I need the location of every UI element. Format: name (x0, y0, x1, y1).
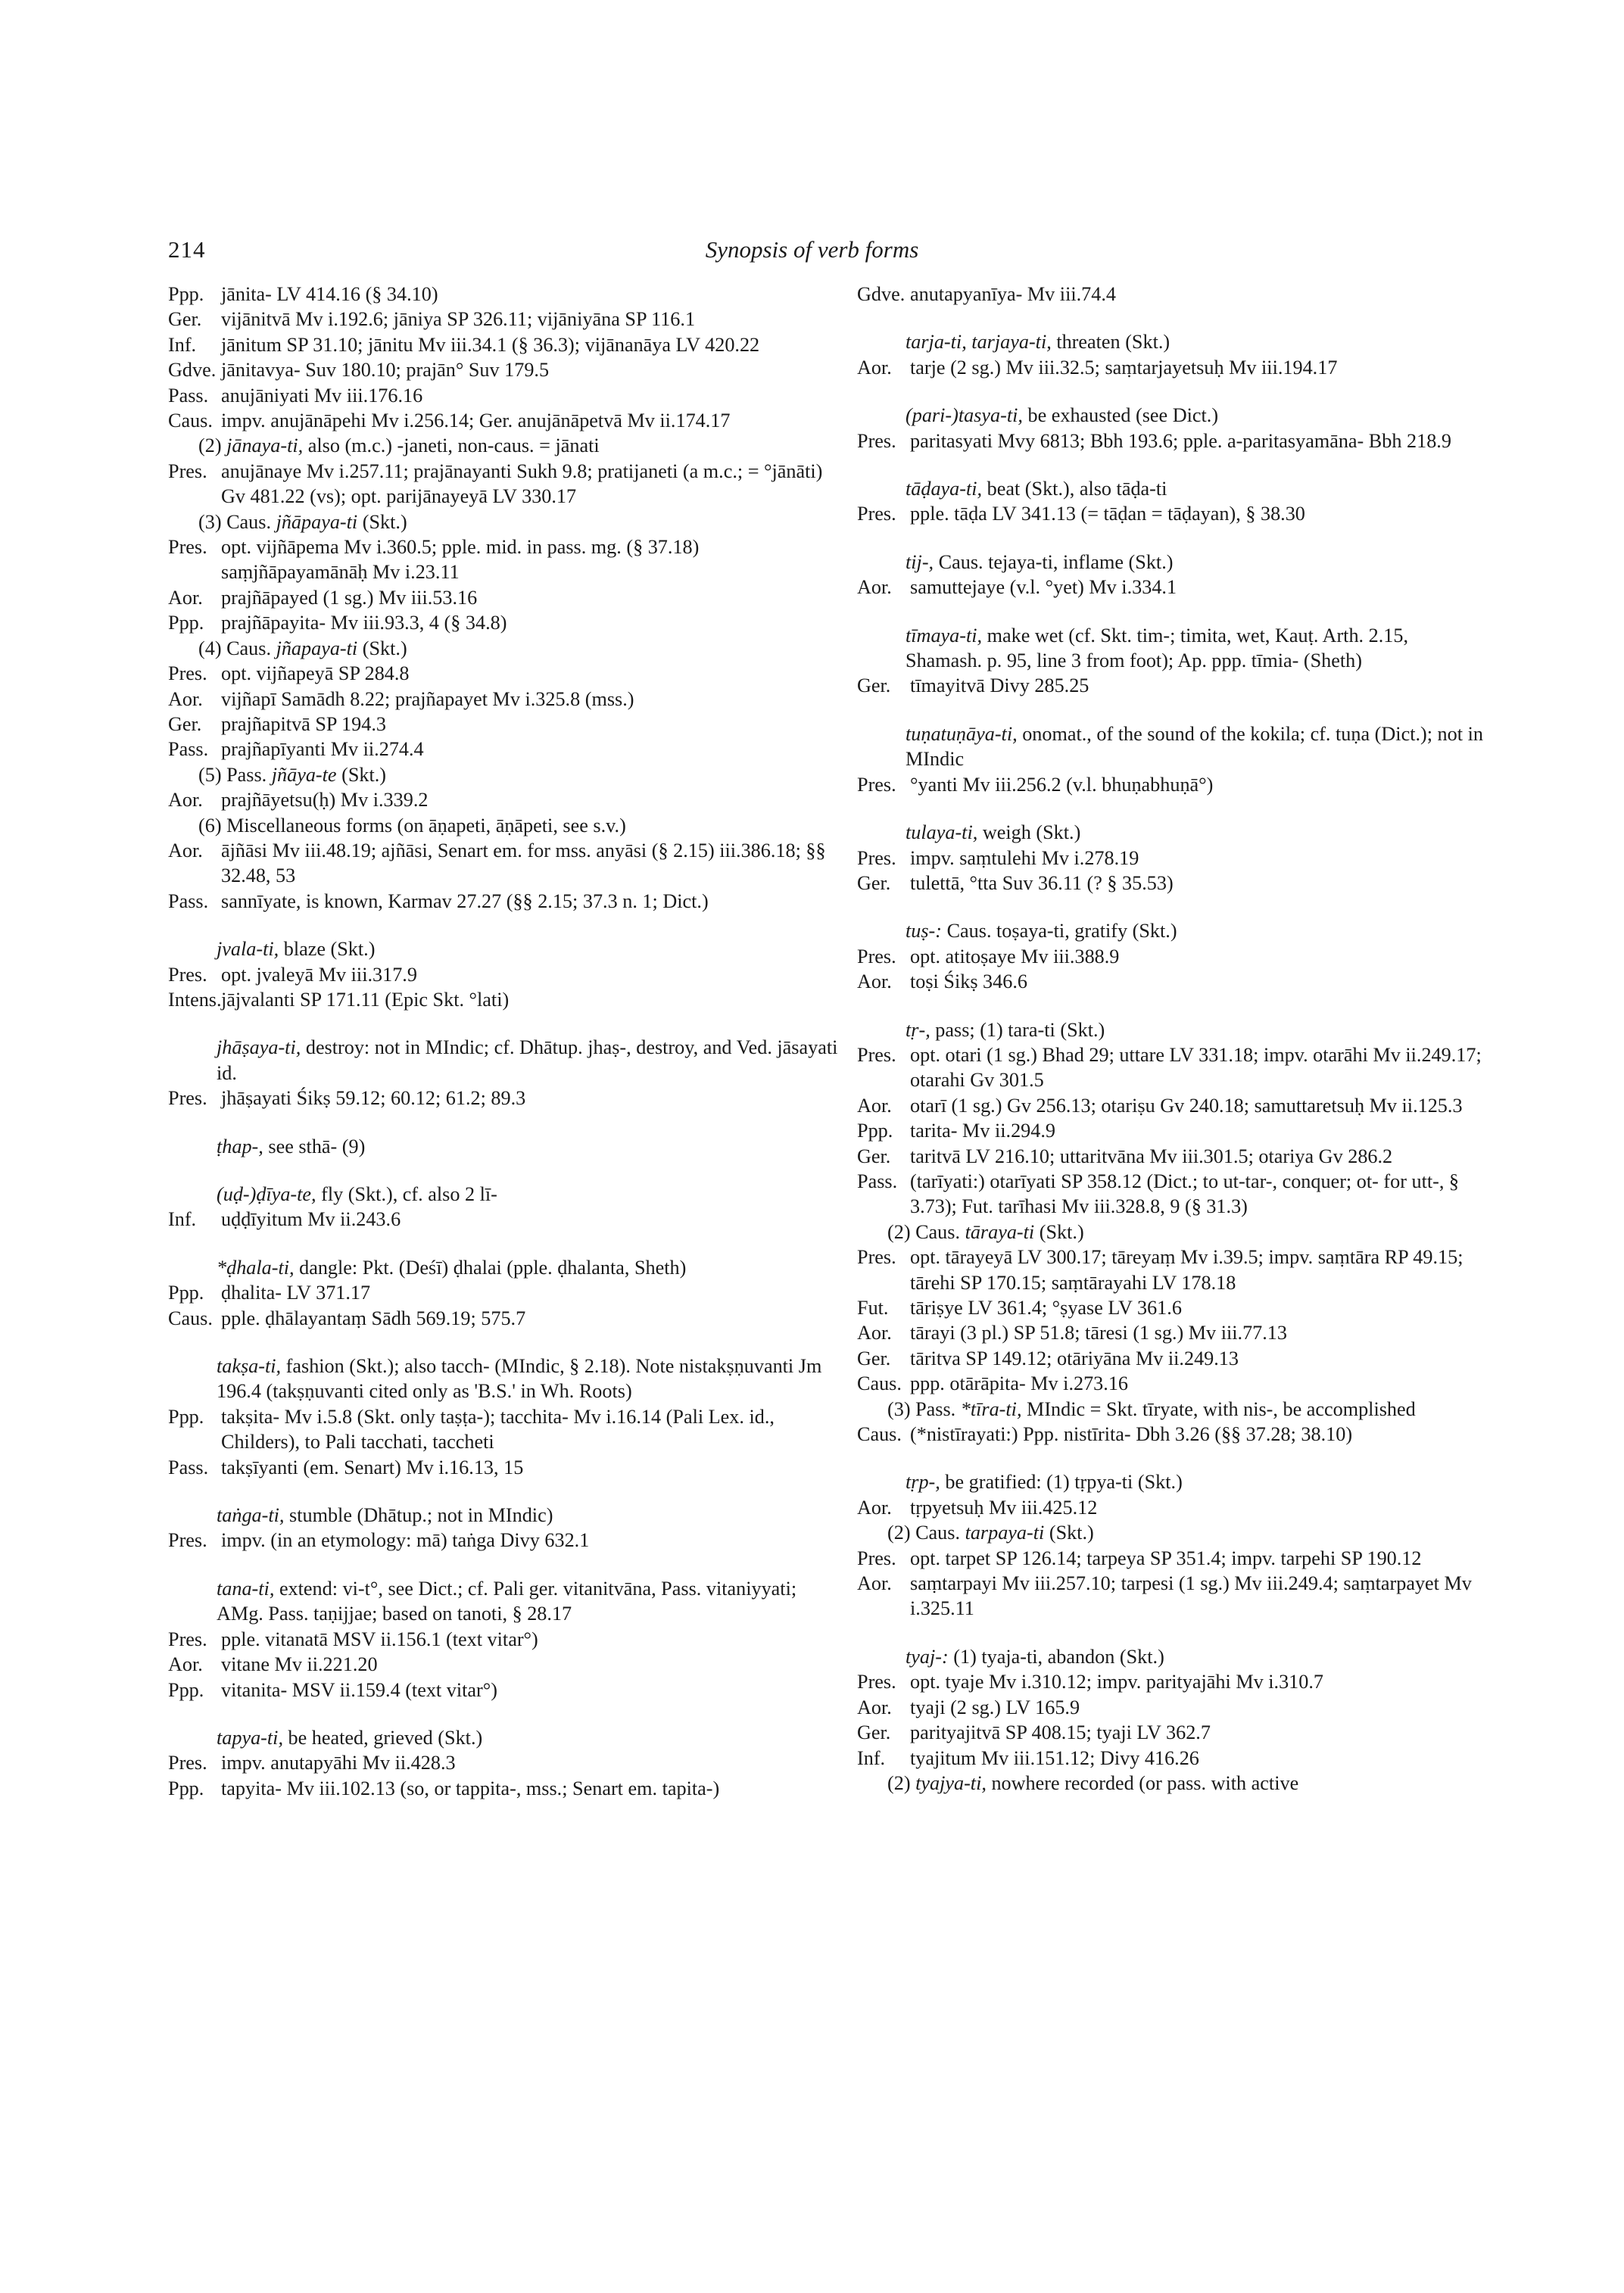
headword-entry (168, 1182, 842, 1207)
headword: tṛ-, (906, 1018, 930, 1041)
form-text: takṣīyanti (em. Senart) Mv i.16.13, 15 (221, 1456, 524, 1478)
form-text: (tarīyati:) otarīyati SP 358.12 (Dict.; to ut-tar-, conquer; ot- for utt-, § 3.73); Fut. tarīhasi Mv iii.328.8, 9 (§ 31.3) (910, 1170, 1460, 1218)
headword-entry (168, 1255, 842, 1280)
sub-number: (2) (887, 1771, 911, 1794)
form-line (168, 1404, 842, 1455)
form-label: Ppp. (168, 1678, 204, 1701)
form-line (857, 1042, 1489, 1093)
form-label: Inf. (168, 333, 197, 356)
headword-entry (168, 1035, 842, 1086)
form-line (168, 610, 842, 635)
form-line (168, 661, 842, 686)
form-label: Ger. (857, 871, 891, 894)
form-text: tapyita- Mv iii.102.13 (so, or tappita-, mss.; Senart em. tapita-) (221, 1777, 720, 1799)
form-line (168, 1528, 842, 1553)
form-line (857, 871, 1489, 896)
form-label: Ger. (857, 1347, 891, 1369)
headword-gloss: fashion (Skt.); also tacch- (MIndic, § 2.18). Note nistakṣṇuvanti Jm 196.4 (takṣṇuvanti cited only as 'B.S.' in Wh. Roots) (217, 1355, 822, 1403)
form-line (168, 889, 842, 914)
form-text: jānitum SP 31.10; jānitu Mv iii.34.1 (§ 36.3); vijānanāya LV 420.22 (221, 333, 760, 356)
headword-gloss: dangle: Pkt. (Deśī) ḍhalai (pple. ḍhalanta, Sheth) (299, 1256, 687, 1279)
headword-entry (857, 918, 1489, 943)
form-line (857, 1295, 1489, 1320)
form-text: prajñāpayita- Mv iii.93.3, 4 (§ 34.8) (221, 612, 507, 634)
headword: ṭhap-, (217, 1135, 263, 1157)
form-label: Pass. (168, 889, 209, 912)
form-text: opt. otari (1 sg.) Bhad 29; uttare LV 331.18; impv. otarāhi Mv ii.249.17; otarahi Gv 301.5 (910, 1043, 1482, 1092)
headword-entry (168, 1134, 842, 1159)
headword-gloss: be heated, grieved (Skt.) (288, 1726, 483, 1749)
sub-text: (Skt.) (1039, 1220, 1084, 1243)
form-line (168, 987, 842, 1012)
sub-text: Miscellaneous forms (on āṇapeti, āṇāpeti, see s.v.) (226, 814, 626, 837)
headword-entry (168, 1576, 842, 1627)
form-text: prajñāpayed (1 sg.) Mv iii.53.16 (221, 586, 478, 609)
form-text: opt. tārayeyā LV 300.17; tāreyaṃ Mv i.39.5; impv. saṃtāra RP 49.15; tārehi SP 170.15; saṃtārayahi LV 178.18 (910, 1246, 1463, 1294)
form-text: ḍhalita- LV 371.17 (221, 1282, 371, 1304)
headword-gloss: be exhausted (see Dict.) (1027, 404, 1219, 427)
form-label: Pres. (857, 1043, 896, 1066)
form-text: jājvalanti SP 171.11 (Epic Skt. °lati) (221, 988, 510, 1011)
right-column (857, 282, 1489, 1796)
form-line (857, 1320, 1489, 1345)
form-label: Pres. (168, 1628, 207, 1650)
page-number: 214 (168, 236, 206, 263)
form-label: Aor. (168, 1653, 203, 1676)
form-label: Inf. (168, 1208, 197, 1231)
headword: (uḍ-)ḍīya-te, (217, 1183, 316, 1205)
form-label: Gdve. (168, 359, 217, 382)
form-line (168, 1306, 842, 1331)
form-line (168, 712, 842, 737)
form-line (168, 1280, 842, 1305)
headword-entry (857, 623, 1489, 674)
form-label: Gdve. (857, 283, 906, 305)
form-line (857, 1571, 1489, 1622)
form-line (857, 1144, 1489, 1169)
form-label: Ppp. (168, 283, 204, 305)
form-text: pple. ḍhālayantaṃ Sādh 569.19; 575.7 (221, 1307, 526, 1329)
form-text: opt. tyaje Mv i.310.12; impv. parityajāhi Mv i.310.7 (910, 1671, 1323, 1693)
form-label: Pres. (168, 1752, 207, 1774)
form-label: Ppp. (857, 1120, 893, 1142)
form-label: Aor. (168, 839, 203, 861)
form-label: Pres. (168, 1529, 207, 1552)
form-label: Pres. (857, 429, 896, 452)
form-label: Pres. (857, 945, 896, 967)
form-text: prajñapīyanti Mv ii.274.4 (221, 738, 424, 761)
form-text: takṣita- Mv i.5.8 (Skt. only taṣṭa-); tacchita- Mv i.16.14 (Pali Lex. id., Childers), to Pali tacchati, taccheti (221, 1405, 775, 1453)
form-text: parityajitvā SP 408.15; tyaji LV 362.7 (910, 1721, 1211, 1744)
headword-gloss: fly (Skt.), cf. also 2 lī- (321, 1183, 497, 1205)
form-line (857, 1422, 1489, 1447)
form-text: anujāniyati Mv iii.176.16 (221, 384, 423, 407)
sub-number: (2) (198, 435, 222, 457)
form-line (168, 408, 842, 433)
sub-entry (168, 636, 842, 661)
sub-text: (Skt.) (362, 637, 407, 659)
form-text: impv. anutapyāhi Mv ii.428.3 (221, 1752, 456, 1774)
form-line (168, 1750, 842, 1775)
form-label: Pres. (168, 536, 207, 559)
form-label: Ppp. (168, 612, 204, 634)
headword-gloss: blaze (Skt.) (283, 938, 376, 961)
form-label: Aor. (857, 1696, 892, 1718)
form-label: Pres. (857, 846, 896, 869)
form-label: Pres. (857, 1246, 896, 1269)
form-line (857, 1695, 1489, 1720)
sub-number: (6) (198, 814, 222, 837)
headword: tuṣ-: (906, 920, 943, 942)
form-label: Ger. (168, 308, 202, 331)
form-text: uḍḍīyitum Mv ii.243.6 (221, 1208, 401, 1231)
headword-entry (857, 1469, 1489, 1494)
form-text: samuttejaye (v.l. °yet) Mv i.334.1 (910, 576, 1177, 599)
form-line (857, 428, 1489, 453)
form-line (857, 1495, 1489, 1520)
form-label: Pass. (168, 1456, 209, 1478)
form-label: Intens. (168, 988, 222, 1011)
sub-entry (168, 509, 842, 534)
headword-gloss: Caus. toṣaya-ti, gratify (Skt.) (946, 920, 1177, 942)
form-line (168, 1627, 842, 1652)
form-text: pple. vitanatā MSV ii.156.1 (text vitar°) (221, 1628, 538, 1650)
headword-gloss: Caus. tejaya-ti, inflame (Skt.) (938, 550, 1174, 573)
form-line (168, 534, 842, 585)
form-line (857, 1720, 1489, 1745)
form-label: Pres. (168, 963, 207, 986)
headword-entry (168, 1354, 842, 1404)
form-line (857, 969, 1489, 994)
form-line (857, 846, 1489, 871)
form-label: Aor. (857, 1572, 892, 1595)
form-line (168, 585, 842, 610)
form-line (857, 1546, 1489, 1571)
headword: *ḍhala-ti, (217, 1256, 295, 1279)
form-text: prajñapitvā SP 194.3 (221, 712, 386, 735)
headword: tuṇatuṇāya-ti, (906, 722, 1018, 745)
sub-lemma: jñāpaya-ti (276, 510, 358, 533)
sub-text: (Skt.) (341, 763, 387, 786)
headword-gloss: (1) tyaja-ti, abandon (Skt.) (953, 1645, 1164, 1668)
headword: jhāṣaya-ti, (217, 1036, 301, 1059)
form-text: taritvā LV 216.10; uttaritvāna Mv iii.301.5; otariya Gv 286.2 (910, 1145, 1393, 1167)
form-text: toṣi Śikṣ 346.6 (910, 970, 1027, 993)
headword: tṛp-, (906, 1471, 940, 1494)
form-label: Caus. (168, 410, 213, 432)
form-label: Ger. (857, 1721, 891, 1744)
form-text: opt. atitoṣaye Mv iii.388.9 (910, 945, 1120, 967)
form-text: prajñāyetsu(ḥ) Mv i.339.2 (221, 789, 429, 812)
sub-text: MIndic = Skt. tīryate, with nis-, be accomplished (1027, 1397, 1416, 1420)
form-label: Pres. (168, 460, 207, 482)
form-label: Pres. (857, 1671, 896, 1693)
form-label: Ger. (857, 1145, 891, 1167)
form-line (168, 282, 842, 307)
form-label: Ppp. (168, 1777, 204, 1799)
form-line (857, 1346, 1489, 1371)
form-label: Inf. (857, 1746, 886, 1769)
form-line (857, 1746, 1489, 1771)
form-line (168, 1678, 842, 1703)
sub-number: (2) Caus. (887, 1220, 961, 1243)
sub-number: (3) Pass. (887, 1397, 956, 1420)
form-line (168, 1652, 842, 1677)
form-line (857, 282, 1489, 307)
form-label: Aor. (857, 1094, 892, 1117)
headword: jvala-ti, (217, 938, 279, 961)
form-label: Aor. (857, 1322, 892, 1344)
sub-text: (Skt.) (1049, 1522, 1094, 1544)
form-line (857, 501, 1489, 526)
form-label: Ger. (857, 675, 891, 697)
sub-lemma: tāraya-ti (965, 1220, 1035, 1243)
form-line (857, 772, 1489, 797)
form-line (857, 1669, 1489, 1694)
headword-gloss: threaten (Skt.) (1056, 331, 1170, 354)
form-text: saṃtarpayi Mv iii.257.10; tarpesi (1 sg.) Mv iii.249.4; saṃtarpayet Mv i.325.11 (910, 1572, 1472, 1620)
sub-lemma: tarpaya-ti (965, 1522, 1045, 1544)
form-text: otarī (1 sg.) Gv 256.13; otariṣu Gv 240.18; samuttaretsuḥ Mv ii.125.3 (910, 1094, 1463, 1117)
form-text: anujānaye Mv i.257.11; prajānayanti Sukh 9.8; pratijaneti (a m.c.; = °jānāti) Gv 481.22 (vs); opt. parijānayeyā LV 330.17 (221, 460, 823, 508)
form-line (168, 687, 842, 712)
headword-gloss: pass; (1) tara-ti (Skt.) (935, 1018, 1105, 1041)
form-line (168, 737, 842, 762)
headword-gloss: beat (Skt.), also tāḍa-ti (987, 478, 1167, 500)
form-text: opt. vijñāpema Mv i.360.5; pple. mid. in pass. mg. (§ 37.18) saṃjñāpayamānāḥ Mv i.23.11 (221, 536, 700, 584)
form-text: tarita- Mv ii.294.9 (910, 1120, 1056, 1142)
sub-entry (168, 762, 842, 787)
form-line (857, 1093, 1489, 1118)
form-text: opt. tarpet SP 126.14; tarpeya SP 351.4; impv. tarpehi SP 190.12 (910, 1547, 1422, 1569)
form-text: tāritva SP 149.12; otāriyāna Mv ii.249.13 (910, 1347, 1239, 1369)
headword-gloss: destroy: not in MIndic; cf. Dhātup. jhaṣ-, destroy, and Ved. jāsayati id. (217, 1036, 838, 1084)
form-text: vijñapī Samādh 8.22; prajñapayet Mv i.325.8 (mss.) (221, 687, 634, 710)
form-label: Ppp. (168, 1405, 204, 1428)
headword-entry (168, 1725, 842, 1750)
form-label: Aor. (857, 576, 892, 599)
headword: (pari-)tasya-ti, (906, 404, 1023, 427)
headword-entry (168, 1503, 842, 1528)
headword-entry (857, 1017, 1489, 1042)
sub-number: (3) Caus. (198, 510, 272, 533)
form-text: paritasyati Mvy 6813; Bbh 193.6; pple. a-paritasyamāna- Bbh 218.9 (910, 429, 1451, 452)
sub-lemma: *tīra-ti, (960, 1397, 1022, 1420)
form-label: Pres. (857, 1547, 896, 1569)
headword-gloss: extend: vi-t°, see Dict.; cf. Pali ger. vitanitvāna, Pass. vitaniyyati; AMg. Pass. taṇijjae; based on tanoti, § 28.17 (217, 1577, 797, 1625)
headword: tāḍaya-ti, (906, 478, 983, 500)
headword: tyaj-: (906, 1645, 949, 1668)
headword-gloss: onomat., of the sound of the kokila; cf. tuṇa (Dict.); not in MIndic (906, 722, 1483, 771)
headword-entry (857, 820, 1489, 845)
form-text: tulettā, °tta Suv 36.11 (? § 35.53) (910, 871, 1174, 894)
form-text: tāriṣye LV 361.4; °ṣyase LV 361.6 (910, 1297, 1182, 1319)
form-label: Caus. (857, 1423, 902, 1446)
headword: tij-, (906, 550, 934, 573)
sub-lemma: jñapaya-ti (276, 637, 358, 659)
sub-entry (857, 1771, 1489, 1796)
headword: takṣa-ti, (217, 1355, 282, 1378)
form-text: vitanita- MSV ii.159.4 (text vitar°) (221, 1678, 497, 1701)
sub-number: (2) Caus. (887, 1522, 961, 1544)
form-text: tṛpyetsuḥ Mv iii.425.12 (910, 1496, 1098, 1519)
form-line (168, 787, 842, 812)
form-text: ppp. otārāpita- Mv i.273.16 (910, 1372, 1129, 1395)
form-label: Fut. (857, 1297, 889, 1319)
form-text: tārayi (3 pl.) SP 51.8; tāresi (1 sg.) Mv iii.77.13 (910, 1322, 1287, 1344)
headword: taṅga-ti, (217, 1504, 285, 1527)
form-label: Pass. (168, 384, 209, 407)
headword: tarja-ti, tarjaya-ti, (906, 331, 1052, 354)
form-label: Pass. (168, 738, 209, 761)
form-text: pple. tāḍa LV 341.13 (= tāḍan = tāḍayan), § 38.30 (910, 503, 1305, 525)
headword: tulaya-ti, (906, 821, 978, 844)
form-text: anutapyanīya- Mv iii.74.4 (910, 283, 1117, 305)
form-label: Ppp. (168, 1282, 204, 1304)
headword-entry (857, 721, 1489, 772)
form-line (857, 1371, 1489, 1396)
sub-entry (857, 1520, 1489, 1545)
headword-gloss: be gratified: (1) tṛpya-ti (Skt.) (945, 1471, 1183, 1494)
headword-entry (168, 936, 842, 961)
form-text: vijānitvā Mv i.192.6; jāniya SP 326.11; vijāniyāna SP 116.1 (221, 308, 696, 331)
form-label: Aor. (857, 1496, 892, 1519)
headword-entry (857, 550, 1489, 575)
form-text: tyaji (2 sg.) LV 165.9 (910, 1696, 1080, 1718)
sub-text: nowhere recorded (or pass. with active (991, 1771, 1299, 1794)
form-text: vitane Mv ii.221.20 (221, 1653, 378, 1676)
form-line (168, 1455, 842, 1480)
headword: tana-ti, (217, 1577, 275, 1600)
form-text: tīmayitvā Divy 285.25 (910, 675, 1089, 697)
sub-lemma: jñāya-te (271, 763, 337, 786)
form-line (857, 1118, 1489, 1143)
sub-lemma: jānaya-ti, (226, 435, 304, 457)
headword-gloss: stumble (Dhātup.; not in MIndic) (289, 1504, 553, 1527)
running-head: Synopsis of verb forms (705, 236, 919, 263)
form-line (857, 1169, 1489, 1220)
form-label: Ger. (168, 712, 202, 735)
form-label: Aor. (857, 970, 892, 993)
form-text: opt. jvaleyā Mv iii.317.9 (221, 963, 417, 986)
form-line (857, 673, 1489, 698)
form-text: tarje (2 sg.) Mv iii.32.5; saṃtarjayetsuḥ Mv iii.194.17 (910, 356, 1338, 379)
sub-text: (Skt.) (362, 510, 407, 533)
form-label: Pres. (168, 662, 207, 685)
form-text: (*nistīrayati:) Ppp. nistīrita- Dbh 3.26 (§§ 37.28; 38.10) (910, 1423, 1353, 1446)
form-label: Aor. (857, 356, 892, 379)
form-line (168, 962, 842, 987)
sub-text: also (m.c.) -janeti, non-caus. = jānati (307, 435, 600, 457)
form-line (168, 1207, 842, 1232)
headword-gloss: weigh (Skt.) (982, 821, 1081, 844)
form-line (168, 459, 842, 509)
left-column (168, 282, 842, 1801)
form-text: impv. saṃtulehi Mv i.278.19 (910, 846, 1139, 869)
headword: tapya-ti, (217, 1726, 283, 1749)
sub-number: (5) Pass. (198, 763, 267, 786)
form-line (168, 383, 842, 408)
form-label: Aor. (168, 789, 203, 812)
form-text: jānitavya- Suv 180.10; prajān° Suv 179.5 (221, 359, 550, 382)
headword-entry (857, 476, 1489, 501)
form-line (857, 575, 1489, 600)
form-line (168, 838, 842, 889)
form-text: impv. anujānāpehi Mv i.256.14; Ger. anujānāpetvā Mv ii.174.17 (221, 410, 731, 432)
headword-entry (857, 329, 1489, 354)
headword-entry (857, 403, 1489, 428)
form-label: Pres. (857, 773, 896, 796)
form-line (168, 332, 842, 357)
sub-entry (168, 813, 842, 838)
form-text: jhāṣayati Śikṣ 59.12; 60.12; 61.2; 89.3 (221, 1087, 526, 1110)
form-line (168, 357, 842, 382)
headword-gloss: make wet (cf. Skt. tim-; timita, wet, Kauṭ. Arth. 2.15, Shamash. p. 95, line 3 from foot); Ap. ppp. tīmia- (Sheth) (906, 624, 1409, 672)
form-label: Aor. (168, 687, 203, 710)
form-text: impv. (in an etymology: mā) taṅga Divy 632.1 (221, 1529, 590, 1552)
form-line (168, 1086, 842, 1111)
form-label: Aor. (168, 586, 203, 609)
headword: tīmaya-ti, (906, 624, 983, 646)
form-label: Caus. (168, 1307, 213, 1329)
form-line (857, 944, 1489, 969)
form-text: ājñāsi Mv iii.48.19; ajñāsi, Senart em. for mss. anyāsi (§ 2.15) iii.386.18; §§ 32.48, 53 (221, 839, 826, 887)
form-text: opt. vijñapeyā SP 284.8 (221, 662, 410, 685)
form-line (168, 1776, 842, 1801)
form-text: tyajitum Mv iii.151.12; Divy 416.26 (910, 1746, 1199, 1769)
form-label: Caus. (857, 1372, 902, 1395)
form-line (857, 1245, 1489, 1295)
form-text: jānita- LV 414.16 (§ 34.10) (221, 283, 438, 305)
headword-gloss: see sthā- (9) (268, 1135, 366, 1157)
sub-number: (4) Caus. (198, 637, 272, 659)
form-label: Pres. (168, 1087, 207, 1110)
form-text: sannīyate, is known, Karmav 27.27 (§§ 2.15; 37.3 n. 1; Dict.) (221, 889, 709, 912)
sub-entry (857, 1220, 1489, 1245)
sub-lemma: tyajya-ti, (915, 1771, 987, 1794)
form-text: °yanti Mv iii.256.2 (v.l. bhuṇabhuṇā°) (910, 773, 1214, 796)
sub-entry (857, 1397, 1489, 1422)
form-line (168, 307, 842, 332)
form-line (857, 355, 1489, 380)
headword-entry (857, 1644, 1489, 1669)
form-label: Pres. (857, 503, 896, 525)
form-label: Pass. (857, 1170, 898, 1192)
sub-entry (168, 433, 842, 458)
